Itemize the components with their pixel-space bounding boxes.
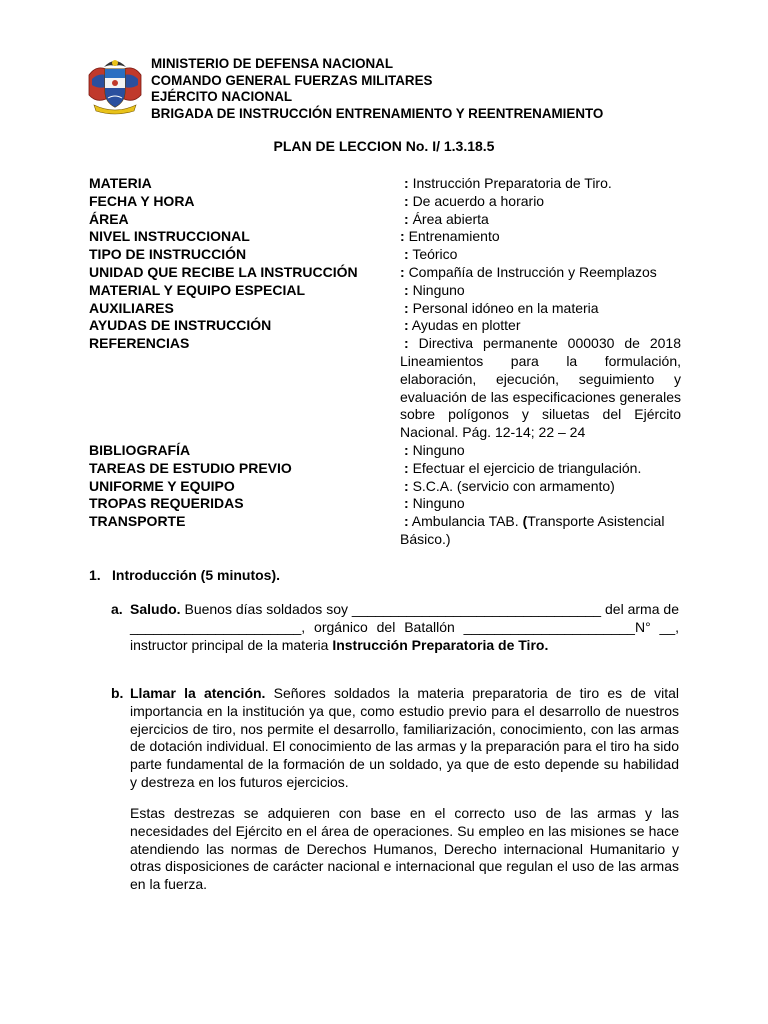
field-row: [89, 282, 681, 300]
army-crest-emblem: [86, 55, 144, 115]
field-label: TROPAS REQUERIDAS: [89, 495, 244, 512]
field-row: [89, 211, 681, 229]
section-number: 1.: [89, 567, 101, 583]
field-value: : Compañía de Instrucción y Reemplazos: [400, 263, 657, 280]
field-row: [89, 442, 681, 460]
field-row: [89, 193, 681, 211]
field-value: : Área abierta: [404, 210, 489, 227]
field-row: [89, 175, 681, 193]
field-value: : Efectuar el ejercicio de triangulación.: [404, 459, 642, 476]
field-row: [89, 246, 681, 264]
field-value: : De acuerdo a horario: [404, 192, 545, 209]
lesson-plan-title: PLAN DE LECCION No. I/ 1.3.18.5: [273, 138, 495, 154]
field-row: [89, 478, 681, 496]
field-label: AYUDAS DE INSTRUCCIÓN: [89, 317, 272, 334]
field-row: [89, 228, 681, 246]
lesson-info-table: [89, 175, 681, 549]
field-value: : Instrucción Preparatoria de Tiro.: [404, 175, 612, 191]
field-label: NIVEL INSTRUCCIONAL: [89, 228, 250, 245]
header-line-ministry: MINISTERIO DE DEFENSA NACIONAL: [151, 56, 394, 71]
field-label: BIBLIOGRAFÍA: [89, 441, 191, 458]
item-text: Saludo. Buenos días soldados soy ________________________________ del arma de ______________________, orgánico del Batallón ______________________N° __, instructor principal de la materia Instrucción Preparatoria de Tiro.: [130, 601, 679, 653]
field-value: : Personal idóneo en la materia: [404, 299, 599, 316]
field-value: : Ninguno: [404, 495, 465, 512]
item-text: Llamar la atención. Señores soldados la materia preparatoria de tiro es de vital importancia en la institución ya que, como estudio previo para el desarrollo de nuestros ejercicios de tiro, nos permite el desarrollo, familiarización, conocimiento, con las armas de dotación individual. El conocimiento de las armas y la preparación para el tiro ha sido parte fundamental de la formación de un soldado, ya que de esto depende su habilidad y destreza en los futuros ejercicios.: [130, 685, 679, 790]
header-line-army: EJÉRCITO NACIONAL: [151, 89, 293, 104]
field-value: : Ninguno: [404, 441, 465, 458]
field-row: [89, 335, 681, 442]
field-label: MATERIAL Y EQUIPO ESPECIAL: [89, 281, 306, 298]
header-line-command: COMANDO GENERAL FUERZAS MILITARES: [151, 72, 433, 88]
field-row: [89, 460, 681, 478]
field-value: : S.C.A. (servicio con armamento): [404, 477, 615, 494]
field-label: REFERENCIAS: [89, 335, 190, 352]
field-label: TAREAS DE ESTUDIO PREVIO: [89, 459, 292, 476]
field-label: TRANSPORTE: [89, 513, 186, 530]
field-label: FECHA Y HORA: [89, 192, 195, 209]
item-letter: a.: [111, 601, 123, 617]
field-value: : Ninguno: [404, 281, 465, 298]
field-label: AUXILIARES: [89, 299, 174, 316]
field-label: ÁREA: [89, 210, 129, 227]
field-label: UNIDAD QUE RECIBE LA INSTRUCCIÓN: [89, 263, 358, 280]
field-value: : Entrenamiento: [400, 228, 500, 245]
field-value: : Teórico: [404, 246, 458, 263]
header-line-brigade: BRIGADA DE INSTRUCCIÓN ENTRENAMIENTO Y REENTRENAMIENTO: [151, 105, 604, 121]
item-letter: b.: [111, 685, 124, 701]
field-row: [89, 495, 681, 513]
section-title: Introducción (5 minutos).: [112, 567, 280, 583]
field-row: [89, 300, 681, 318]
institution-header: [151, 56, 603, 122]
section-heading: [89, 567, 280, 583]
field-row: [89, 513, 681, 549]
field-row: [89, 317, 681, 335]
list-item-greeting: [111, 601, 679, 654]
field-value: : Directiva permanente 000030 de 2018 Lineamientos para la formulación, elaboración, ejecución, seguimiento y evaluación de las especificaciones generales sobre polígonos y siluetas del Ejército Nacional. Pág. 12-14; 22 – 24: [400, 335, 682, 441]
field-value: : Ambulancia TAB. (Transporte Asistencial Básico.): [400, 513, 665, 547]
field-row: [89, 264, 681, 282]
field-label: MATERIA: [89, 175, 152, 191]
list-item-attention: [111, 685, 679, 792]
field-label: TIPO DE INSTRUCCIÓN: [89, 246, 247, 263]
field-label: UNIFORME Y EQUIPO: [89, 477, 235, 494]
paragraph-skills: Estas destrezas se adquieren con base en el correcto uso de las armas y las necesidades del Ejército en el área de operaciones. Su empleo en las misiones se hace atendiendo las normas de Derechos Humanos, Derecho internacional Humanitario y otras disposiciones de carácter nacional e internacional que regulan el uso de las armas en la fuerza.: [130, 805, 679, 893]
field-value: : Ayudas en plotter: [404, 317, 521, 334]
